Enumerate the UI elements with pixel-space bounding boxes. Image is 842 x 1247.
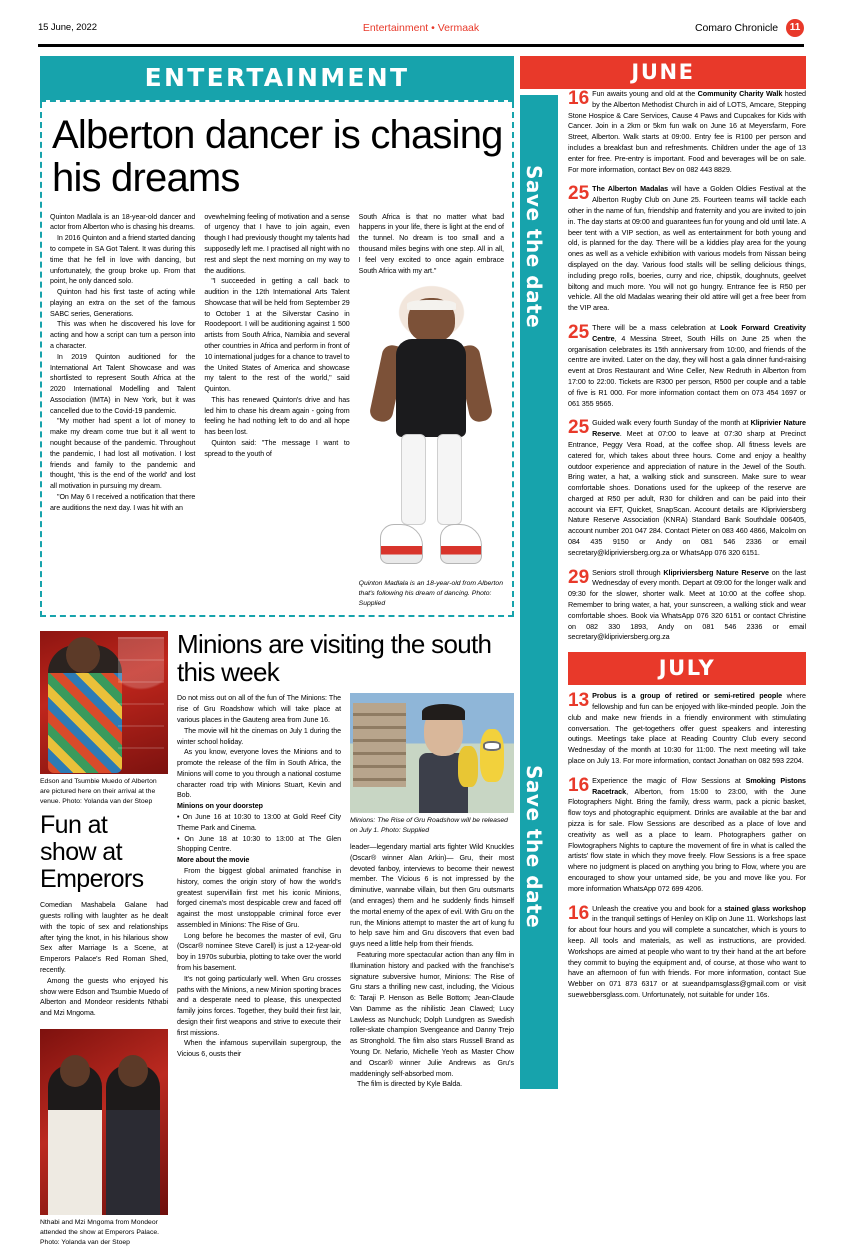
group-photo-caption: Nthabi and Mzi Mngoma from Mondeor attended the show at Emperors Palace. Photo: Yolanda van der Stoep xyxy=(40,1218,160,1246)
minions-article-headline: Minions are visiting the south this week xyxy=(177,628,492,687)
month-banner-june: JUNE xyxy=(520,56,806,89)
paragraph: • On June 16 at 10:30 to 13:00 at Gold Reef City Theme Park and Cinema. xyxy=(177,813,341,832)
event-text xyxy=(568,89,806,175)
masthead-divider xyxy=(38,44,804,47)
masthead-section-title: Entertainment • Vermaak xyxy=(362,22,480,34)
minions-movie-photo xyxy=(350,693,514,813)
save-the-date-strip-1 xyxy=(520,95,558,785)
dancer-photo xyxy=(359,280,504,576)
event-text-bold: Kliprivier Nature Reserve xyxy=(592,418,807,439)
minions-photo-caption: Minions: The Rise of Gru Roadshow will be released on July 1. Photo: Supplied xyxy=(350,817,508,835)
june-events-region xyxy=(520,89,806,643)
paragraph: From the biggest global animated franchise in history, comes the origin story of how the world's greatest supervillain first met his iconic Minions, forged cinema's most despicable crew and faced off against the most unstoppable criminal force ever assembled in Minions: The Rise of Gru. xyxy=(177,866,341,929)
event-text xyxy=(568,691,806,767)
lower-content-area xyxy=(40,628,514,1247)
page-number-badge: 11 xyxy=(786,19,804,37)
photo-shape xyxy=(440,524,483,564)
event-text-before: Guided walk every fourth Sunday of the month at xyxy=(592,418,751,428)
event-text-bold: Probus is a group of retired or semi-retired people xyxy=(592,691,783,701)
photo-shape xyxy=(437,434,462,525)
paragraph: "My mother had spent a lot of money to make my dream come true but it all went to nought because of the pandemic. Throughout the pandemic, I had lost all motivation. I lost friends and family to the pandemic and thought, 'this is the end of the world' and lost all motivation in pursuing my dream. xyxy=(50,417,196,491)
lead-article-col-3 xyxy=(359,212,504,609)
minions-article xyxy=(177,628,514,1247)
minions-col-2 xyxy=(350,693,514,1090)
awards-photo-edson-tsumbie xyxy=(40,631,168,774)
group-photo-nthabi-mzi xyxy=(40,1029,168,1215)
event-item xyxy=(568,904,806,1001)
event-text-before: Fun awaits young and old at the xyxy=(592,89,698,98)
photo-shape xyxy=(422,704,465,720)
paragraph: Do not miss out on all of the fun of The Minions: The rise of Gru Roadshow which will take place at various places in the Gauteng area from June 16. xyxy=(177,694,341,724)
paragraph: Quinton Madlala is an 18-year-old dancer and actor from Alberton who is chasing his dreams. xyxy=(50,212,196,232)
lead-article-columns xyxy=(50,212,504,609)
paragraph: leader—legendary martial arts fighter Wild Knuckles (Oscar® winner Alan Arkin)— Gru, their most devoted fanboy, interviews to become their newest member. The Vicious 6 is not impressed by the diminutive, wannabe villain, but then Gru outsmarts (and enrages) them and he suddenly finds himself the mortal enemy of the apex of evil. With Gru on the run, the Minions attempt to master the art of kung fu to help save him and Gru discovers that even bad guys need a little help from their friends. xyxy=(350,843,514,949)
masthead xyxy=(38,22,804,44)
photo-shape xyxy=(353,703,405,787)
save-the-date-label: Save the date xyxy=(522,165,546,329)
event-item xyxy=(568,418,806,558)
minions-col-1 xyxy=(177,693,341,1090)
event-text xyxy=(568,776,806,895)
event-text-after: where fellowship and fun can be enjoyed with like-minded people. Join the club and make new friends in a friendly environment with stimulating conversation. The get-togethers offer guest speakers and interesting outings. Meetings take place at Reading Country Club every second Wednesday of the month at 10:30 for 11:00. The next meeting will take place on July 13. For more information, contact Jonathan on 082 593 2204. xyxy=(568,691,806,766)
event-text-before: Experience the magic of Flow Sessions at xyxy=(592,775,746,785)
awards-photo-caption: Edson and Tsumbie Muedo of Alberton are pictured here on their arrival at the venue. Photo: Yolanda van der Stoep xyxy=(40,777,157,805)
photo-shape xyxy=(118,1055,148,1087)
event-day-number: 16 xyxy=(568,902,590,924)
paragraph-subhead: Minions on your doorstep xyxy=(177,802,263,811)
paragraph: Long before he becomes the master of evil, Gru (Oscar® nominee Steve Carell) is just a 12-year-old boy in 1970s suburbia, plotting to take over the world from his basement. xyxy=(177,931,341,972)
event-day-number: 25 xyxy=(568,321,590,343)
july-events-list xyxy=(568,685,806,1001)
paragraph: Comedian Mashabela Galane had guests rolling with laughter as he dealt with the topic of sex and relationships after tying the knot, in his hilarious show Sex after Marriage Is a Scene, at Emperors Palace's Red Roman Shed, recently. xyxy=(40,901,168,975)
event-day-number: 16 xyxy=(568,88,590,109)
july-events-region xyxy=(520,685,806,1001)
event-text-after: will have a Golden Oldies Festival at the Alberton Rugby Club on June 25. Fourteen teams will tackle each other in the name of fun, friendship and fraternity and you are invited to join in. The day starts at 09:00 and guarantees fun for young and old until late. A beer tent with a VIP section, as well as entertainment for both young and old, is planned for the day. There will be a kiddies play area for the young ones as well as a vehicle exhibition with various models from Nissan being displayed on the day. Various food stalls will be selling delicious things, including prego rolls, boeries, curry and rice, chipstik, doughnuts, geelvet biltong and much more. You will not go hungry. Entrance fee is R50 per vehicle. All the old Madalas wearing their old attire will get a free beer from the VIP area. xyxy=(568,184,806,313)
paragraph: As you know, everyone loves the Minions and to promote the release of the film in South Africa, the Minions will come to you through a national costume character road trip with Minions Stuart, Kevin and Bob. xyxy=(177,748,341,800)
event-day-number: 25 xyxy=(568,183,590,205)
event-text xyxy=(568,904,806,1001)
lead-article-col-1 xyxy=(50,212,195,609)
section-banner-entertainment: ENTERTAINMENT xyxy=(40,56,514,100)
event-text-bold: Look Forward Creativity Centre xyxy=(592,322,807,343)
paragraph: In 2019 Quinton auditioned for the International Art Talent Showcase and was shortlisted to represent South Africa at the 2020 International Modelling and Talent Association (IMTA) in New York, but it was cancelled due to the Covid-19 pandemic. xyxy=(50,352,196,415)
lead-article-headline: Alberton dancer is chasing his dreams xyxy=(52,113,503,200)
event-item xyxy=(568,89,806,175)
paragraph: This has renewed Quinton's drive and has led him to chase his dream again - going from feeling he had nothing left to do and all hope has been lost. xyxy=(204,395,350,437)
event-day-number: 29 xyxy=(568,566,590,588)
event-text-bold: stained glass workshop xyxy=(724,903,806,913)
photo-shape xyxy=(401,434,426,525)
event-text-after: , Alberton, from 15:00 to 23:00, with the June Flotographers Night. Bring the family, dress warm, pack a picnic basket, flow toys and photographic equipment. Drinks are available at the bar and pizza is for sale. Flow Sessions are described as a place of love and creativity as well as a place to learn. Photographers gather on Flowtographers Nights to capture the movement of fire in what is called the artists' flow state in which they move freely. Flow Sessions is a free space where no judgment is placed on anything you bring to Flow, where you are encouraged to show your untamed side, be you and move like you. For more information WhatsApp 072 699 4206. xyxy=(568,786,806,893)
paragraph: In 2016 Quinton and a friend started dancing to compete in SA Got Talent. It was during this time that he fell in love with dancing, but unfortunately, the group broke up. From that point, he only danced solo. xyxy=(50,234,196,286)
paragraph: South Africa is that no matter what bad happens in your life, there is light at the end of the tunnel. No dream is too small and a thousand miles begins with one step. All in all, I feel very excited to once again embrace South Africa with my art." xyxy=(358,212,504,275)
photo-shape xyxy=(48,1065,102,1215)
photo-shape xyxy=(66,637,100,673)
photo-shape xyxy=(407,300,456,310)
event-text-before: Unleash the creative you and book for a xyxy=(592,903,725,913)
main-content-column xyxy=(40,56,514,1246)
event-text-before: There will be a mass celebration at xyxy=(592,322,721,332)
minions-columns xyxy=(177,693,514,1090)
event-text-after: on the last Wednesday of every month. Depart at 09:00 for the longer walk and 09:30 for the slower, shorter walk. Meet at 10:00 at the coffee shop. Remember to bring water, a hat, your sunscreen, a walking stick and wear comfortable shoes. Book via WhatsApp 076 320 6151 or contact Christine on 082 330 1893, Andy on 081 546 2336 or email secretary@klipriviersberg.org.za xyxy=(568,567,807,642)
paragraph: This was when he discovered his love for acting and how a script can turn a person into a character. xyxy=(50,320,196,350)
save-the-date-label: Save the date xyxy=(522,765,546,929)
event-text-bold: Community Charity Walk xyxy=(697,89,783,98)
event-text xyxy=(568,418,806,558)
event-item xyxy=(568,776,806,895)
photo-shape xyxy=(60,1055,90,1087)
photo-shape xyxy=(458,746,478,787)
lead-article-col-2 xyxy=(204,212,349,609)
event-text xyxy=(568,184,806,314)
paragraph: ovewhelming feeling of motivation and a sense of urgency that I have to join again, even though I had previously thought my talents had supposedly left me. I practised all night with no rest and slept the next morning on my way to the auditions. xyxy=(204,212,350,275)
event-text-after: hosted by the Alberton Methodist Church in aid of LOTS, Amcare, Stepping Stone Hospice & Care Services, Cause 4 Paws and Cupcakes for Kids with Cancer. Join in a 2km or 5km fun walk on June 16 at Meyersfarm, Fore Street, Alberton. Walk starts at 09:00. Entry fee is R100 per person and includes a breakfast bun and refreshments. Children under the age of 13 enter for free. Pre-entry is important. Food and beverages will be on sale. For more information, contact Bev on 082 443 8829. xyxy=(568,89,806,174)
paragraph: "On May 6 I received a notification that there are auditions the next day. I was hit with an xyxy=(50,492,196,512)
photo-shape xyxy=(480,729,505,782)
paragraph-subhead: More about the movie xyxy=(177,856,250,865)
event-text-bold: The Alberton Madalas xyxy=(592,184,669,194)
paragraph: When the infamous supervillain supergroup, the Vicious 6, ousts their xyxy=(177,1039,341,1059)
june-events-list xyxy=(568,89,806,643)
lead-article xyxy=(40,102,514,617)
paragraph: • On June 18 at 10:30 to 13:00 at The Glen Shopping Centre. xyxy=(177,834,341,854)
sidebar-events xyxy=(520,56,806,1010)
paragraph: Quinton said: "The message I want to spread to the youth of xyxy=(204,439,350,458)
photo-shape xyxy=(106,1065,160,1215)
paragraph: The movie will hit the cinemas on July 1 during the winter school holiday. xyxy=(177,726,341,746)
event-text-before: Seniors stroll through xyxy=(592,567,664,577)
save-the-date-strip-2 xyxy=(520,689,558,1089)
event-item xyxy=(568,568,806,644)
paragraph: The film is directed by Kyle Balda. xyxy=(357,1080,463,1089)
event-text xyxy=(568,323,806,409)
paragraph: Featuring more spectacular action than any film in Illumination history and packed with the franchise's signature subversive humor, Minions: The Rise of Gru stars a thrilling new cast, including, the Vicious 6: Taraji P. Henson as Belle Bottom; Jean-Claude Van Damme as the nihilistic Jean Clawed; Lucy Lawless as Nunchuck; Dolph Lundgren as Swedish roller-skate champion Svengeance and Danny Trejo as Stronghold. The film also stars Russell Brand as Young Dr. Nefario, Michelle Yeoh as Master Chow and Oscar® winner Julie Andrews as Gru's maddeningly self-absorbed mom. xyxy=(350,950,514,1078)
paragraph: Quinton had his first taste of acting while playing an extra on the set of the famous SABC series, Generations. xyxy=(50,288,196,318)
photo-shape xyxy=(396,339,466,437)
photo-shape xyxy=(380,524,423,564)
masthead-date: 15 June, 2022 xyxy=(38,22,97,33)
event-day-number: 25 xyxy=(568,417,590,439)
paragraph: "I succeeded in getting a call back to audition in the 12th International Arts Talent Showcase that will be held from September 29 to October 1 at the Silverstar Casino in Roodepoort. I will be auditioning against 1 500 artists from South Africa, Namibia and several other countries in Africa and perform in front of 10 international judges for a chance to travel to the United States of America and showcase my talent to the rest of the world," said Quinton. xyxy=(204,277,350,394)
event-item xyxy=(568,323,806,409)
emperors-article-headline: Fun at show at Emperors xyxy=(40,811,144,894)
event-text xyxy=(568,568,806,644)
event-text-after: . Meet at 07:00 to leave at 07:30 sharp at Precinct Entrance, Peggy Vera Road, at the coffee shop. All fitness levels are catered for, which takes about three hours. Come and enjoy a healthy outdoor experience and appreciation of nature in the Jewel of the South. Bring water, a hat, a walking stick and sunscreen. Make sure to wear comfortable shoes. Donations used for the upkeep of the reserve are charged at R50 per adult, R30 for children and can be paid into their account via EFT, Quicket, SnapScan. Account details are Klipriviersberg Nature Reserve Association (KNRA) Standard Bank Southdale 006405, account number 201 047 284. Contact Pieter on 083 460 4866, Malcolm on 084 435 9150 or Andy on 081 546 2336 or email secretary@klipriviersberg.org.za or WhatsApp 076 320 6151. xyxy=(568,429,806,557)
emperors-column xyxy=(40,631,168,1247)
event-text-bold: Klipriviersberg Nature Reserve xyxy=(663,567,769,577)
event-item xyxy=(568,691,806,767)
event-item xyxy=(568,184,806,314)
masthead-publication: Comaro Chronicle xyxy=(694,22,778,34)
event-day-number: 16 xyxy=(568,774,590,796)
event-text-bold: Smoking Pistons Racetrack xyxy=(592,775,806,796)
event-text-after: in the tranquil settings of Henley on Klip on June 11. Workshops last for about four hours and you will complete a suncatcher, which is yours to keep. All tools and materials, as well as instructions, are provided. Workshops are aimed at people who want to try their hand at the art before they commit to buying the equipment and, of course, at those who want to have an afternoon of fun with friends. For more information, contact Sue Webber on 071 873 6317 or at sueandpamsglass@gmail.com or visit suewebbersglass.com. Unfortunately, not suitable for under 16s. xyxy=(568,914,806,999)
month-banner-july: JULY xyxy=(568,652,806,685)
event-day-number: 13 xyxy=(568,690,590,712)
event-text-after: , 4 Messina Street, South Hills on June 25 when the organisation celebrates its 15th anniversary from 10:00, and friends of the centre are invited. Later on the day, they will host a gala dinner fund-raising event at Dros Restaurant and Wine Celler, New Redruth in Alberton from 17:00 to 22:00. Tickets are R300 per person, R500 per couple and a table of five is R1 000. For more information contact them on 073 454 1697 or 061 355 9565. xyxy=(568,333,806,408)
paragraph: Among the guests who enjoyed his show were Edson and Tsumbie Muedo of Alberton and Mondeor residents Nthabi and Mzi Mngoma. xyxy=(40,976,168,1018)
paragraph: It's not going particularly well. When Gru crosses paths with the Minions, a new Minion sporting braces and a desperate need to please, this unexpected family joins forces. Together, they build their first lair, design their first weapons and strive to execute their first missions. xyxy=(177,974,341,1037)
dancer-photo-caption: Quinton Madlala is an 18-year-old from Alberton that's following his dream of dancing. Photo: Supplied xyxy=(358,580,503,607)
